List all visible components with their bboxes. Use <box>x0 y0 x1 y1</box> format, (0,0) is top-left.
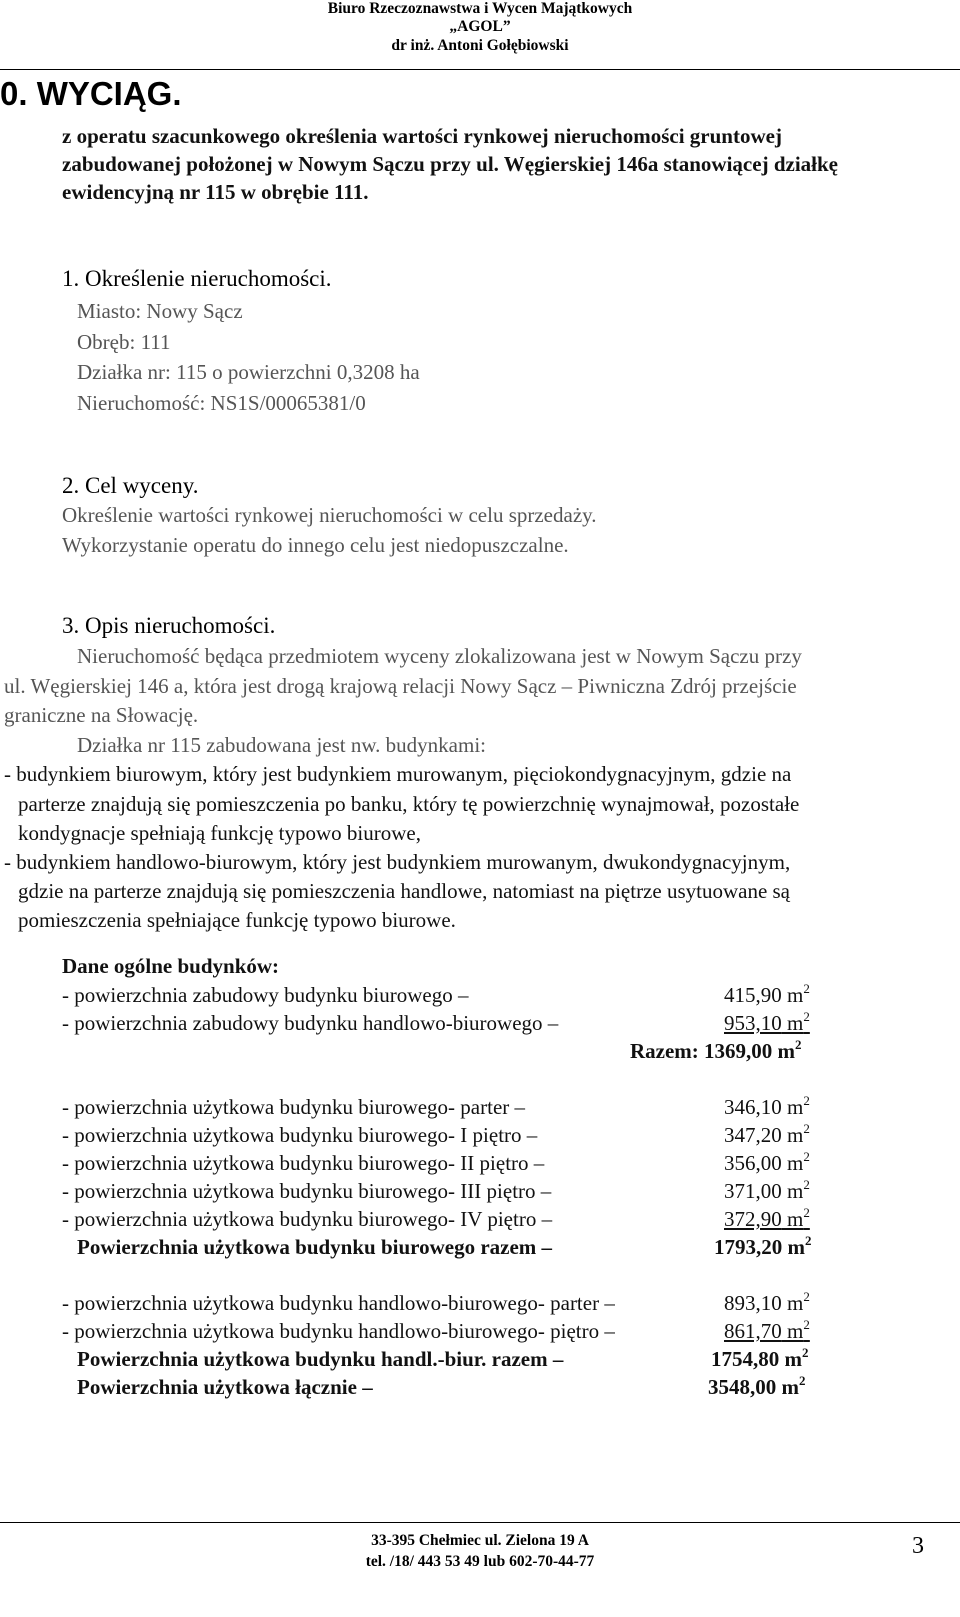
data-heading: Dane ogólne budynków: <box>62 954 280 978</box>
built-value-1: 415,90 $m^2$ <box>724 981 810 1007</box>
s1-line-2: Obręb: 111 <box>77 330 171 354</box>
office-label-4: - powierzchnia użytkowa budynku biurowego- III piętro – <box>62 1179 552 1203</box>
retail-value-2: 861,70 $m^2$ <box>724 1317 810 1343</box>
office-value-1: 346,10 $m^2$ <box>724 1093 810 1119</box>
s3-line-3: graniczne na Słowację. <box>4 703 199 727</box>
s3-line-4: Działka nr 115 zabudowana jest nw. budynkami: <box>77 733 486 757</box>
section-1-heading: 1. Określenie nieruchomości. <box>62 266 332 291</box>
s3-line-9: gdzie na parterze znajdują się pomieszczenia handlowe, natomiast na piętrze usytuowane są <box>18 879 791 903</box>
intro-line-1: z operatu szacunkowego określenia wartości rynkowej nieruchomości gruntowej <box>62 124 782 148</box>
s3-line-6: parterze znajdują się pomieszczenia po banku, który tę powierzchnię wynajmował, pozostałe <box>18 792 800 816</box>
office-brand: „AGOL” <box>449 18 511 35</box>
s1-line-4: Nieruchomość: NS1S/00065381/0 <box>77 391 366 415</box>
footer-address: 33-395 Chełmiec ul. Zielona 19 A <box>371 1532 589 1549</box>
header-rule <box>0 69 960 70</box>
s3-line-2: ul. Węgierskiej 146 a, która jest drogą krajową relacji Nowy Sącz – Piwniczna Zdrój przejście <box>4 674 797 698</box>
office-value-4: 371,00 $m^2$ <box>724 1177 810 1203</box>
grand-total-value: 3548,00 $m^2$ <box>708 1373 806 1399</box>
s3-line-8: - budynkiem handlowo-biurowym, który jest budynkiem murowanym, dwukondygnacyjnym, <box>4 850 791 874</box>
retail-value-1: 893,10 $m^2$ <box>724 1289 810 1315</box>
s2-line-1: Określenie wartości rynkowej nieruchomości w celu sprzedaży. <box>62 503 597 527</box>
s3-line-7: kondygnacje spełniają funkcję typowo biurowe, <box>18 821 421 845</box>
s1-line-1: Miasto: Nowy Sącz <box>77 299 243 323</box>
office-value-2: 347,20 $m^2$ <box>724 1121 810 1147</box>
office-label-1: - powierzchnia użytkowa budynku biurowego- parter – <box>62 1095 526 1119</box>
office-value-5: 372,90 $m^2$ <box>724 1205 810 1231</box>
s3-line-1: Nieruchomość będąca przedmiotem wyceny zlokalizowana jest w Nowym Sączu przy <box>77 644 802 668</box>
retail-label-1: - powierzchnia użytkowa budynku handlowo-biurowego- parter – <box>62 1291 615 1315</box>
section-3-heading: 3. Opis nieruchomości. <box>62 613 276 638</box>
office-name: Biuro Rzeczoznawstwa i Wycen Majątkowych <box>327 0 633 17</box>
footer-phone: tel. /18/ 443 53 49 lub 602-70-44-77 <box>365 1553 595 1570</box>
built-total: Razem: 1369,00 $m^2$ <box>630 1037 802 1063</box>
office-total-value: 1793,20 $m^2$ <box>714 1233 812 1259</box>
page-title: 0. WYCIĄG. <box>0 75 182 112</box>
grand-total-label: Powierzchnia użytkowa łącznie – <box>77 1375 373 1399</box>
office-value-3: 356,00 $m^2$ <box>724 1149 810 1175</box>
page-number: 3 <box>912 1533 924 1559</box>
footer-rule <box>0 1522 960 1523</box>
office-label-5: - powierzchnia użytkowa budynku biurowego- IV piętro – <box>62 1207 553 1231</box>
retail-total-label: Powierzchnia użytkowa budynku handl.-biur. razem – <box>77 1347 564 1371</box>
office-label-2: - powierzchnia użytkowa budynku biurowego- I piętro – <box>62 1123 538 1147</box>
built-value-2: 953,10 $m^2$ <box>724 1009 810 1035</box>
s3-line-10: pomieszczenia spełniające funkcję typowo biurowe. <box>18 908 456 932</box>
s1-line-3: Działka nr: 115 o powierzchni 0,3208 ha <box>77 360 420 384</box>
office-total-label: Powierzchnia użytkowa budynku biurowego razem – <box>77 1235 553 1259</box>
built-label-2: - powierzchnia zabudowy budynku handlowo-biurowego – <box>62 1011 559 1035</box>
intro-line-3: ewidencyjną nr 115 w obrębie 111. <box>62 180 369 204</box>
retail-total-value: 1754,80 $m^2$ <box>711 1345 809 1371</box>
s3-line-5: - budynkiem biurowym, który jest budynkiem murowanym, pięciokondygnacyjnym, gdzie na <box>4 762 792 786</box>
intro-line-2: zabudowanej położonej w Nowym Sączu przy ul. Węgierskiej 146a stanowiącej działkę <box>62 152 838 176</box>
built-label-1: - powierzchnia zabudowy budynku biurowego – <box>62 983 469 1007</box>
office-label-3: - powierzchnia użytkowa budynku biurowego- II piętro – <box>62 1151 545 1175</box>
s2-line-2: Wykorzystanie operatu do innego celu jest niedopuszczalne. <box>62 533 569 557</box>
section-2-heading: 2. Cel wyceny. <box>62 473 199 498</box>
office-owner: dr inż. Antoni Gołębiowski <box>391 37 569 54</box>
retail-label-2: - powierzchnia użytkowa budynku handlowo-biurowego- piętro – <box>62 1319 615 1343</box>
